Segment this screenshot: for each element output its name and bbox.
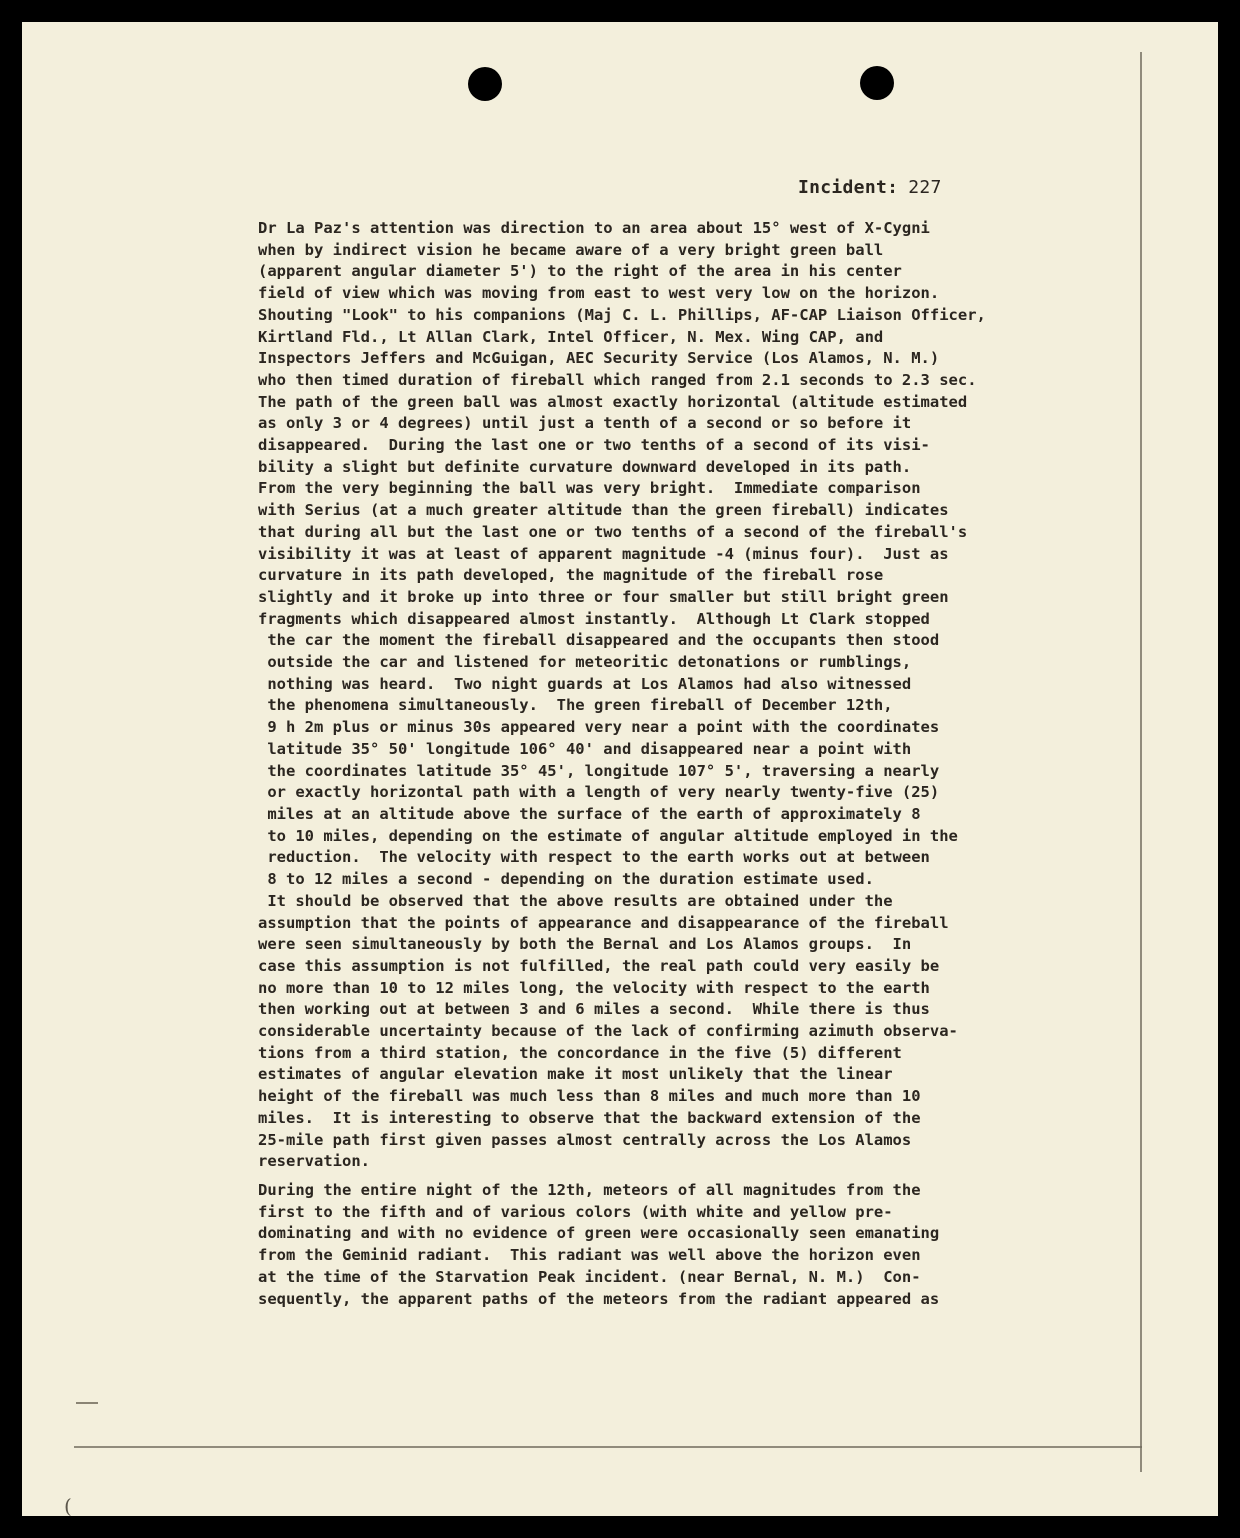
incident-label: Incident: [798,177,899,198]
document-page [22,22,1218,1516]
incident-number: 227 [908,177,942,198]
incident-header [798,177,942,198]
punch-hole-left [468,67,502,101]
margin-mark [76,1402,98,1404]
corner-mark: ( [64,1494,72,1518]
body-paragraph-1: Dr La Paz's attention was direction to an area about 15° west of X-Cygni when by indirect vision he became aware of a very bright green ball (apparent angular diameter 5') to the right of the area in his center field of view which was moving from east to west very low on the horizon. Shouting "Look" to his companions (Maj C. L. Phillips, AF-CAP Liaison Officer, Kirtland Fld., Lt Allan Clark, Intel Officer, N. Mex. Wing CAP, and Inspectors Jeffers and McGuigan, AEC Security Service (Los Alamos, N. M.) who then timed duration of fireball which ranged from 2.1 seconds to 2.3 sec. The path of the green ball was almost exactly horizontal (altitude estimated as only 3 or 4 degrees) until just a tenth of a second or so before it disappeared. During the last one or two tenths of a second of its visi- bility a slight but definite curvature downward developed in its path. From the very beginning the ball was very bright. Immediate comparison with Serius (at a much greater altitude than the green fireball) indicates that during all but the last one or two tenths of a second of the fireball's visibility it was at least of apparent magnitude -4 (minus four). Just as curvature in its path developed, the magnitude of the fireball rose slightly and it broke up into three or four smaller but still bright green fragments which disappeared almost instantly. Although Lt Clark stopped the car the moment the fireball disappeared and the occupants then stood outside the car and listened for meteoritic detonations or rumblings, nothing was heard. Two night guards at Los Alamos had also witnessed the phenomena simultaneously. The green fireball of December 12th, 9 h 2m plus or minus 30s appeared very near a point with the coordinates latitude 35° 50' longitude 106° 40' and disappeared near a point with the coordinates latitude 35° 45', longitude 107° 5', traversing a nearly or exactly horizontal path with a length of very nearly twenty-five (25) miles at an altitude above the surface of the earth of approximately 8 to 10 miles, depending on the estimate of angular altitude employed in the reduction. The velocity with respect to the earth works out at between 8 to 12 miles a second - depending on the duration estimate used. It should be observed that the above results are obtained under the assumption that the points of appearance and disappearance of the fireball were seen simultaneously by both the Bernal and Los Alamos groups. In case this assumption is not fulfilled, the real path could very easily be no more than 10 to 12 miles long, the velocity with respect to the earth then working out at between 3 and 6 miles a second. While there is thus considerable uncertainty because of the lack of confirming azimuth observa- tions from a third station, the concordance in the five (5) different estimates of angular elevation make it most unlikely that the linear height of the fireball was much less than 8 miles and much more than 10 miles. It is interesting to observe that the backward extension of the 25-mile path first given passes almost centrally across the Los Alamos reservation. [258,219,986,1171]
page-border-bottom [74,1446,1142,1448]
body-paragraph-2: During the entire night of the 12th, meteors of all magnitudes from the first to the fifth and of various colors (with white and yellow pre- dominating and with no evidence of green were occasionally seen emanating from the Geminid radiant. This radiant was well above the horizon even at the time of the Starvation Peak incident. (near Bernal, N. M.) Con- sequently, the apparent paths of the meteors from the radiant appeared as [258,1181,940,1308]
punch-hole-right [860,66,894,100]
page-border-right [1140,52,1142,1472]
